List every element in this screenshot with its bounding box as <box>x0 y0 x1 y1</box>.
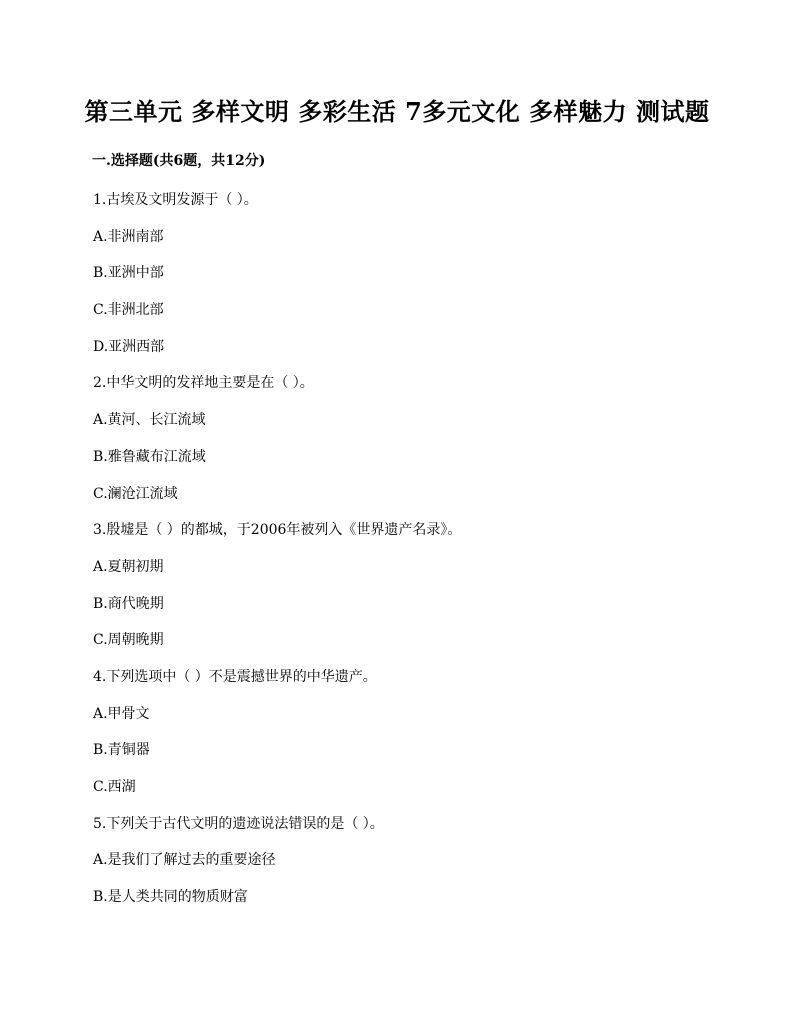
question-stem: 1.古埃及文明发源于（ ）。 <box>93 192 258 208</box>
answer-option: C.非洲北部 <box>93 302 164 319</box>
page-title: 第三单元 多样文明 多彩生活 7多元文化 多样魅力 测试题 <box>84 97 710 126</box>
question-stem: 2.中华文明的发祥地主要是在（ ）。 <box>93 375 314 392</box>
answer-option: C.西湖 <box>93 779 136 795</box>
answer-option: A.夏朝初期 <box>93 558 164 575</box>
answer-option: A.黄河、长江流域 <box>93 412 206 429</box>
question-stem: 5.下列关于古代文明的遗迹说法错误的是（ ）。 <box>93 815 384 832</box>
answer-option: C.周朝晚期 <box>93 632 164 649</box>
answer-option: B.亚洲中部 <box>93 265 164 282</box>
answer-option: A.非洲南部 <box>93 228 164 245</box>
answer-option: C.澜沧江流域 <box>93 485 178 502</box>
answer-option: B.商代晚期 <box>93 595 164 612</box>
answer-option: D.亚洲西部 <box>93 338 165 355</box>
answer-option: A.是我们了解过去的重要途径 <box>93 852 276 869</box>
question-stem: 3.殷墟是（ ）的都城，于2006年被列入《世界遗产名录》。 <box>93 522 462 539</box>
answer-option: B.青铜器 <box>93 742 150 759</box>
question-stem: 4.下列选项中（ ）不是震撼世界的中华遗产。 <box>93 668 377 685</box>
section-heading: 一.选择题(共6题，共12分) <box>92 153 266 169</box>
answer-option: B.雅鲁藏布江流域 <box>93 448 206 465</box>
answer-option: A.甲骨文 <box>93 705 150 722</box>
question-list <box>93 188 733 922</box>
answer-option: B.是人类共同的物质财富 <box>93 889 248 906</box>
